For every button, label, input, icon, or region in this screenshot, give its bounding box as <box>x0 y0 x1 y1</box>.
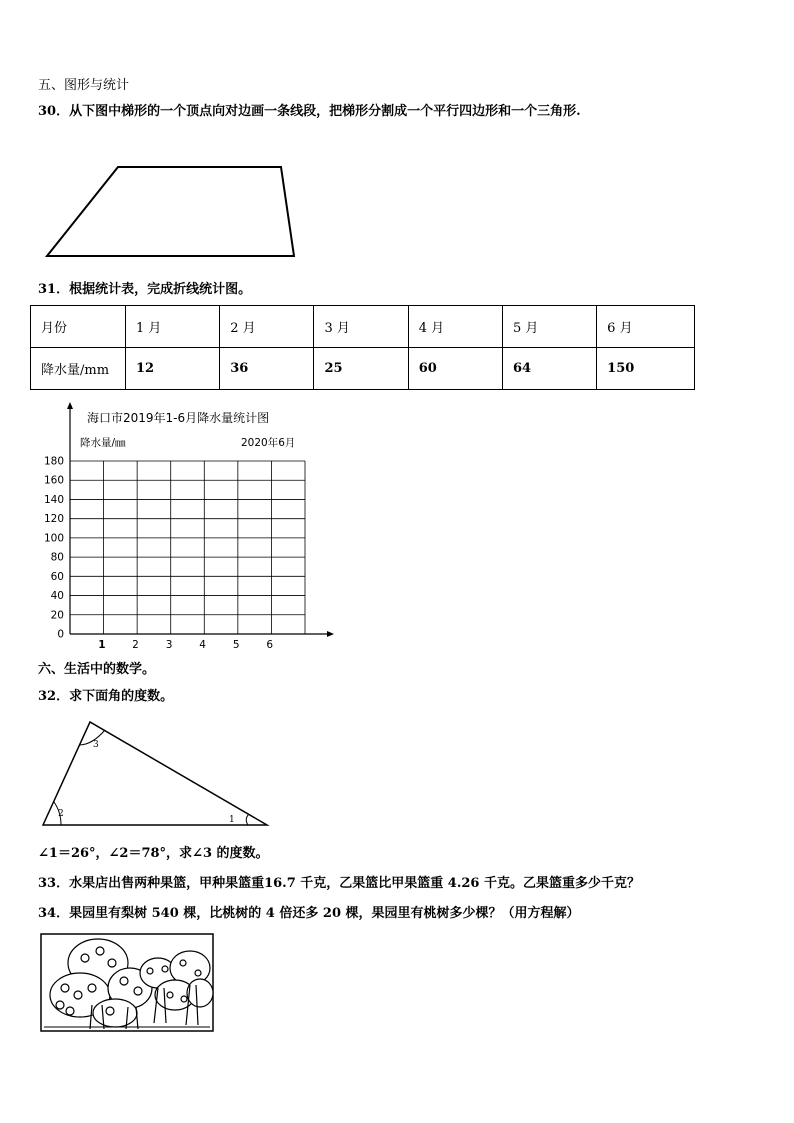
table-cell: 64 <box>502 348 596 390</box>
y-tick-label: 80 <box>50 551 64 564</box>
y-tick-label: 20 <box>50 609 64 622</box>
y-tick-label: 140 <box>43 493 64 506</box>
y-tick-label: 160 <box>43 474 64 487</box>
table-cell: 25 <box>314 348 408 390</box>
y-tick-label: 40 <box>50 590 64 603</box>
triangle-figure <box>38 715 273 830</box>
x-tick-label: 4 <box>199 639 206 651</box>
table-cell: 2 月 <box>220 306 314 348</box>
section-heading-6: 六、生活中的数学。 <box>38 662 156 677</box>
line-chart-svg <box>30 398 340 653</box>
question-32 <box>38 689 173 705</box>
angle-1-arc <box>246 814 249 825</box>
x-tick-label: 1 <box>98 639 106 651</box>
y-axis-arrow <box>67 402 73 409</box>
question-32-condition: ∠1＝26°，∠2＝78°，求∠3 的度数。 <box>38 846 269 861</box>
y-tick-label: 60 <box>50 570 64 583</box>
question-text: 水果店出售两种果篮，甲种果篮重16.7 千克，乙果篮比甲果篮重 4.26 千克。乙果篮重多少千克？ <box>69 876 640 891</box>
orchard-illustration <box>40 933 214 1033</box>
x-tick-label: 3 <box>165 639 173 651</box>
question-33 <box>38 876 640 892</box>
chart-date: 2020年6月 <box>241 437 296 449</box>
question-number: 32． <box>38 689 70 704</box>
table-cell: 12 <box>126 348 220 390</box>
table-cell: 3 月 <box>314 306 408 348</box>
angle-1-label: 1 <box>229 815 235 825</box>
question-number: 30． <box>38 104 70 119</box>
table-cell: 5 月 <box>502 306 596 348</box>
question-31 <box>38 282 251 298</box>
table-header-row <box>31 306 695 348</box>
table-cell: 4 月 <box>408 306 502 348</box>
x-tick-label: 6 <box>266 639 274 651</box>
x-tick-label: 2 <box>132 639 139 651</box>
question-number: 31． <box>38 282 70 297</box>
y-tick-label: 180 <box>43 455 64 468</box>
y-tick-label: 0 <box>57 628 64 641</box>
y-tick-label: 120 <box>43 513 64 526</box>
question-30 <box>38 104 581 120</box>
table-cell: 降水量/mm <box>31 348 126 390</box>
x-axis-arrow <box>327 631 334 637</box>
table-cell: 150 <box>597 348 695 390</box>
question-number: 34． <box>38 906 70 921</box>
trapezoid-shape <box>47 167 294 256</box>
angle-3-label: 3 <box>93 740 99 750</box>
rainfall-table <box>30 305 695 390</box>
table-cell: 1 月 <box>126 306 220 348</box>
question-34 <box>38 906 580 922</box>
question-text: 根据统计表，完成折线统计图。 <box>69 282 252 297</box>
table-cell: 6 月 <box>597 306 695 348</box>
chart-ylabel: 降水量/㎜ <box>80 437 126 449</box>
table-row <box>31 348 695 390</box>
question-text: 求下面角的度数。 <box>69 689 174 704</box>
triangle-shape <box>43 722 267 825</box>
x-tick-label: 5 <box>232 639 240 651</box>
question-number: 33． <box>38 876 70 891</box>
table-cell: 月份 <box>31 306 126 348</box>
chart-title: 海口市2019年1-6月降水量统计图 <box>87 411 270 425</box>
question-text: 果园里有梨树 540 棵，比桃树的 4 倍还多 20 棵，果园里有桃树多少棵？（用方程解） <box>69 906 580 921</box>
line-chart <box>30 398 340 653</box>
trapezoid-figure <box>40 160 305 265</box>
y-tick-label: 100 <box>43 532 64 545</box>
table-cell: 60 <box>408 348 502 390</box>
table-cell: 36 <box>220 348 314 390</box>
section-heading-5: 五、图形与统计 <box>38 78 130 93</box>
angle-2-label: 2 <box>58 809 64 819</box>
question-text: 从下图中梯形的一个顶点向对边画一条线段，把梯形分割成一个平行四边形和一个三角形. <box>69 104 581 119</box>
